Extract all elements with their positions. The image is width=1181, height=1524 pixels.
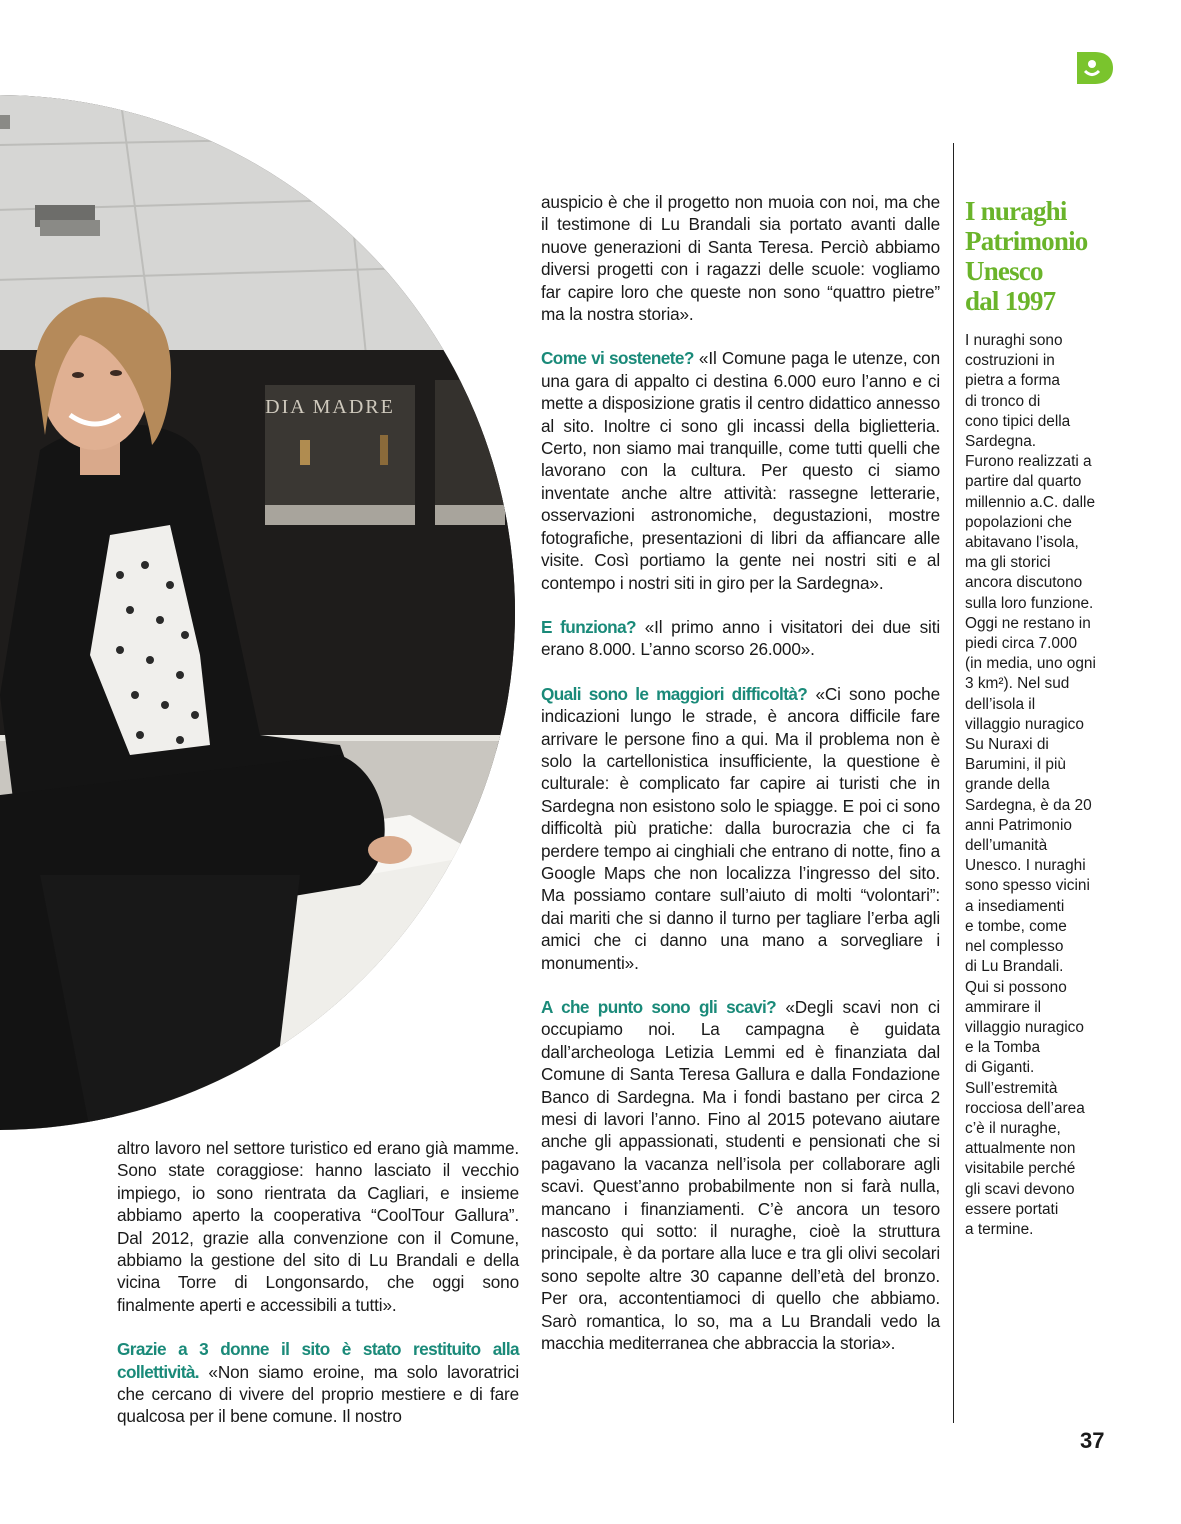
- interview-question: E funziona?: [541, 616, 636, 637]
- sidebar-title-line: Patrimonio: [965, 226, 1088, 256]
- sidebar-body-line: costruzioni in: [965, 352, 1055, 370]
- sidebar-body-line: ancora discutono: [965, 574, 1083, 592]
- sidebar-body-line: Oggi ne restano in: [965, 614, 1091, 632]
- sidebar-body-line: nel complesso: [965, 938, 1064, 956]
- sidebar-body-line: popolazioni che: [965, 513, 1072, 531]
- sidebar-body-line: partire dal quarto: [965, 473, 1082, 491]
- sidebar-body-line: dell’isola il: [965, 695, 1036, 713]
- sidebar-title-line: Unesco: [965, 256, 1043, 286]
- sidebar-body-line: ma gli storici: [965, 554, 1051, 572]
- interview-question: Come vi sostenete?: [541, 348, 694, 369]
- sidebar-body-line: grande della: [965, 776, 1050, 794]
- sidebar-body-line: e la Tomba: [965, 1039, 1041, 1057]
- sidebar-body-line: Su Nuraxi di: [965, 736, 1049, 754]
- article-paragraph: Quali sono le maggiori difficoltà? «Ci sono poche indicazioni lungo le strade, è ancora difficile fare arrivare le persone fino a qui. Ma il problema non è solo la cartellonistica insufficiente, la questione è culturale: è complicato far capire ai turisti che in Sardegna non esistono solo le spiagge. E poi ci sono difficoltà più pratiche: dalla burocrazia che ci fa perdere tempo ai cinghiali che entrano di notte, fino a Google Maps che non localizza l’ingresso del sito. Ma possiamo contare sull’aiuto di molti “volontari”: dai mariti che si danno il turno per tagliare l’erba agli amici che ci danno una mano a sorvegliare i monumenti».: [541, 683, 940, 973]
- sidebar-body-line: Sull’estremità: [965, 1079, 1058, 1097]
- sidebar-body-line: villaggio nuragico: [965, 1018, 1084, 1036]
- sidebar-body-line: anni Patrimonio: [965, 816, 1072, 834]
- sidebar-body-line: sulla loro funzione.: [965, 594, 1094, 612]
- sidebar-body-line: visitabile perché: [965, 1160, 1076, 1178]
- interview-question: Grazie a 3 donne il sito è stato restituito alla collettività.: [117, 1339, 519, 1382]
- sidebar-body-line: cono tipici della: [965, 412, 1071, 430]
- sidebar-body-line: essere portati: [965, 1200, 1059, 1218]
- sidebar-body-line: millennio a.C. dalle: [965, 493, 1096, 511]
- sidebar-title-line: I nuraghi: [965, 196, 1067, 226]
- sidebar-body-line: di Giganti.: [965, 1059, 1035, 1077]
- sidebar-body-line: e tombe, come: [965, 917, 1067, 935]
- article-column-middle: [541, 191, 940, 1355]
- sidebar-body-line: a termine.: [965, 1220, 1034, 1238]
- sidebar-body-line: piedi circa 7.000: [965, 635, 1078, 653]
- sidebar-body-line: Unesco. I nuraghi: [965, 857, 1086, 875]
- sidebar-body-line: sono spesso vicini: [965, 877, 1090, 895]
- sidebar-body-line: I nuraghi sono: [965, 332, 1063, 349]
- sidebar-body-line: dell’umanità: [965, 837, 1048, 855]
- sidebar-title-line: dal 1997: [965, 286, 1056, 316]
- sidebar-body-line: Sardegna, è da 20: [965, 796, 1092, 814]
- sidebar-title: [965, 196, 1155, 316]
- article-paragraph: E funziona? «Il primo anno i visitatori dei due siti erano 8.000. L’anno scorso 26.000».: [541, 616, 940, 660]
- sidebar-body-line: rocciosa dell’area: [965, 1099, 1085, 1117]
- sidebar-body-line: Barumini, il più: [965, 756, 1066, 774]
- interview-question: Quali sono le maggiori difficoltà?: [541, 683, 808, 704]
- article-paragraph: A che punto sono gli scavi? «Degli scavi non ci occupiamo noi. La campagna è guidata dall’archeologa Letizia Lemmi ed è finanziata dal Comune di Santa Teresa Gallura e dalla Fondazione Banco di Sardegna. Ma i fondi bastano per circa 2 mesi di lavori l’anno. Fino al 2015 potevano aiutare anche gli appassionati, studenti e pensionati che si pagavano la vacanza nell’isola per collaborare agli scavi. Quest’anno probabilmente non si farà nulla, mancano i finanziamenti. C’è ancora un tesoro nascosto qui sotto: il nuraghe, cioè la struttura principale, è da portare alla luce e tra gli olivi secolari sono sepolte altre 30 capanne dell’età del bronzo. Per ora, accontentiamoci di quello che abbiamo. Sarò romantica, lo so, ma a Lu Brandali vedo la macchia mediterranea che abbraccia la storia».: [541, 997, 941, 1354]
- sidebar-body-line: di Lu Brandali.: [965, 958, 1064, 976]
- sidebar-body-line: a insediamenti: [965, 897, 1065, 915]
- sidebar-body-line: ammirare il: [965, 998, 1042, 1016]
- article-paragraph: altro lavoro nel settore turistico ed erano già mamme. Sono state coraggiose: hanno lasciato il vecchio impiego, io sono rientrata da Cagliari, e insieme abbiamo aperto la cooperativa “CoolTour Gallura”. Dal 2012, grazie alla convenzione con il Comune, abbiamo la gestione del sito di Lu Brandali e della vicina Torre di Longonsardo, che oggi sono finalmente aperti e accessibili a tutti».: [117, 1138, 519, 1315]
- sidebar-body-line: pietra a forma: [965, 372, 1060, 390]
- page-number: 37: [1080, 1428, 1105, 1453]
- portrait-photo: [0, 95, 515, 1130]
- article-paragraph: Grazie a 3 donne il sito è stato restituito alla collettività. «Non siamo eroine, ma solo lavoratrici che cercano di vivere del proprio mestiere e di fare qualcosa per il bene comune. Il nostro: [117, 1339, 519, 1427]
- sidebar-body-line: (in media, uno ogni: [965, 655, 1096, 673]
- article-column-left: [117, 1137, 519, 1428]
- sidebar-body-line: Qui si possono: [965, 978, 1067, 996]
- sidebar-body-line: abitavano l’isola,: [965, 534, 1079, 552]
- sidebar-body-line: 3 km²). Nel sud: [965, 675, 1070, 693]
- sidebar-body-line: gli scavi devono: [965, 1180, 1075, 1198]
- sidebar-body-line: di tronco di: [965, 392, 1041, 410]
- sidebar-body-line: c’è il nuraghe,: [965, 1119, 1061, 1137]
- sidebar-divider: [953, 143, 954, 1423]
- sidebar-body-line: villaggio nuragico: [965, 715, 1084, 733]
- magazine-logo: [1073, 50, 1115, 86]
- sidebar-body: [965, 331, 1115, 1240]
- article-paragraph: Come vi sostenete? «Il Comune paga le utenze, con una gara di appalto ci destina 6.000 euro l’anno e ci mette a disposizione gratis il centro didattico annesso al sito. Inoltre ci sono gli incassi della biglietteria. Certo, non siamo mai tranquille, come tutti quelli che lavorano con la cultura. Per questo ci siamo inventate anche altre attività: rassegne letterarie, osservazioni astronomiche, degustazioni, mostre fotografiche, presentazioni di libri da affiancare alle visite. Così portiamo la gente nei nostri siti e al contempo i nostri siti in giro per la Sardegna».: [541, 348, 941, 593]
- sidebar-body-line: Sardegna.: [965, 433, 1037, 451]
- article-paragraph: auspicio è che il progetto non muoia con noi, ma che il testimone di Lu Brandali sia portato avanti dalle nuove generazioni di Santa Teresa. Perciò abbiamo diversi progetti con i ragazzi delle scuole: vogliamo far capire loro che queste non sono “quattro pietre” ma la nostra storia».: [541, 192, 940, 325]
- sidebar-body-line: attualmente non: [965, 1140, 1076, 1158]
- poster-title: DIA MADRE: [265, 396, 395, 418]
- interview-question: A che punto sono gli scavi?: [541, 997, 777, 1017]
- sidebar-body-line: Furono realizzati a: [965, 453, 1092, 471]
